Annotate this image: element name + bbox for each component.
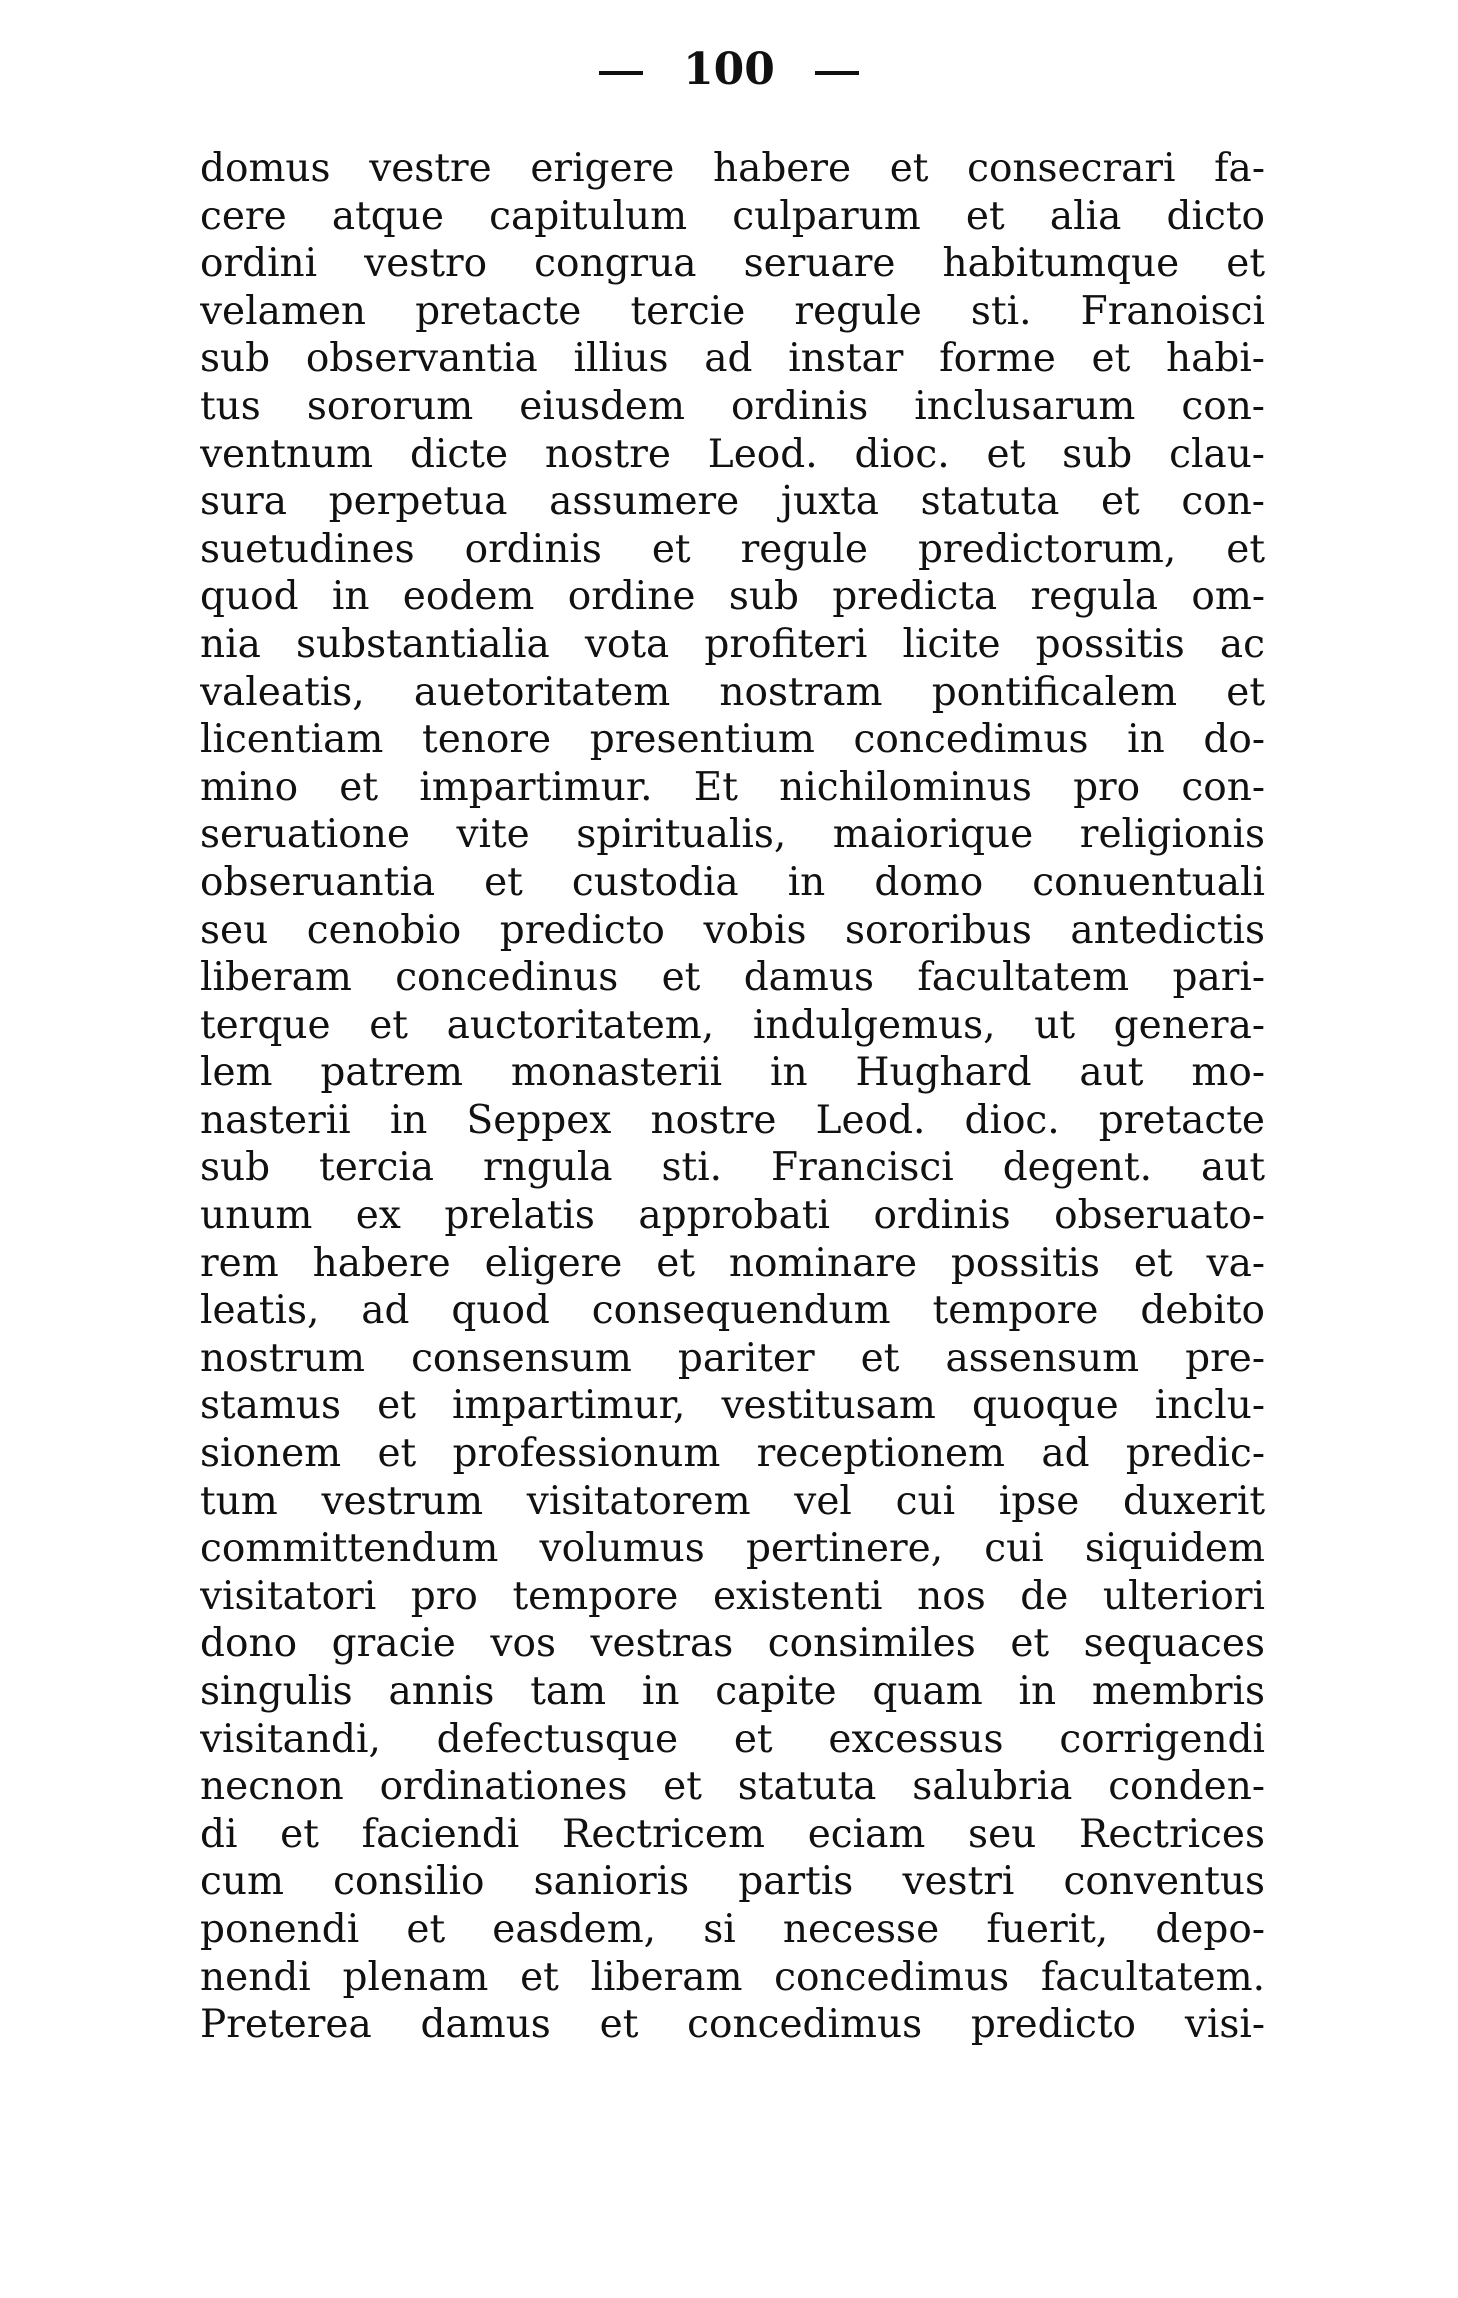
text-line: di et faciendi Rectricem eciam seu Rectrices [200,1811,1265,1857]
text-line: liberam concedinus et damus facultatem pari- [200,955,1265,1001]
text-line: dono gracie vos vestras consimiles et sequaces [200,1621,1265,1667]
text-line: rem habere eligere et nominare possitis et va- [200,1240,1265,1286]
text-line: lem patrem monasterii in Hughard aut mo- [200,1050,1265,1096]
header-dash-right [815,71,859,75]
text-line: domus vestre erigere habere et consecrari fa- [200,146,1265,191]
text-line: committendum volumus pertinere, cui siquidem [200,1526,1265,1572]
text-line: tus sororum eiusdem ordinis inclusarum con- [200,383,1265,429]
text-line: stamus et impartimur, vestitusam quoque inclu- [200,1383,1265,1429]
text-line: sub observantia illius ad instar forme et habi- [200,336,1265,382]
text-line: nia substantialia vota profiteri licite possitis ac [200,621,1265,667]
text-line: seruatione vite spiritualis, maiorique religionis [200,812,1265,858]
text-line: nostrum consensum pariter et assensum pre- [200,1335,1265,1381]
text-line: terque et auctoritatem, indulgemus, ut genera- [200,1002,1265,1048]
text-line: licentiam tenore presentium concedimus in do- [200,717,1265,763]
text-line: ordini vestro congrua seruare habitumque et [200,241,1265,287]
text-line: seu cenobio predicto vobis sororibus antedictis [200,907,1265,953]
text-line: ponendi et easdem, si necesse fuerit, depo- [200,1906,1265,1952]
text-line: singulis annis tam in capite quam in membris [200,1669,1265,1714]
text-line: cum consilio sanioris partis vestri conventus [200,1859,1265,1905]
text-line: sura perpetua assumere juxta statuta et con- [200,479,1265,525]
text-line: sionem et professionum receptionem ad predic- [200,1431,1265,1477]
text-line: necnon ordinationes et statuta salubria conden- [200,1764,1265,1810]
text-line: unum ex prelatis approbati ordinis obseruato- [200,1193,1265,1239]
text-line: tum vestrum visitatorem vel cui ipse duxerit [200,1478,1265,1524]
text-line: nasterii in Seppex nostre Leod. dioc. pretacte [200,1097,1265,1143]
text-line: valeatis, auetoritatem nostram pontificalem et [200,669,1265,715]
text-line: visitandi, defectusque et excessus corrigendi [200,1716,1265,1762]
text-line: ventnum dicte nostre Leod. dioc. et sub clau- [200,431,1265,477]
text-line: nendi plenam et liberam concedimus facultatem. [200,1954,1265,2000]
text-line: velamen pretacte tercie regule sti. Franoisci [200,288,1265,334]
text-line: Preterea damus et concedimus predicto visi- [200,2002,1265,2048]
text-line: quod in eodem ordine sub predicta regula om- [200,574,1265,620]
text-line: obseruantia et custodia in domo conuentuali [200,859,1265,905]
text-line: mino et impartimur. Et nichilominus pro con- [200,764,1265,810]
text-line: visitatori pro tempore existenti nos de ulteriori [200,1573,1265,1619]
page-number: 100 [683,44,775,95]
text-line: leatis, ad quod consequendum tempore debito [200,1288,1265,1334]
page-header [0,40,1458,100]
text-line: cere atque capitulum culparum et alia dicto [200,193,1265,239]
body-text [200,145,1265,2049]
text-line: suetudines ordinis et regule predictorum, et [200,526,1265,572]
text-line: sub tercia rngula sti. Francisci degent. aut [200,1145,1265,1191]
header-dash-left [599,71,643,75]
